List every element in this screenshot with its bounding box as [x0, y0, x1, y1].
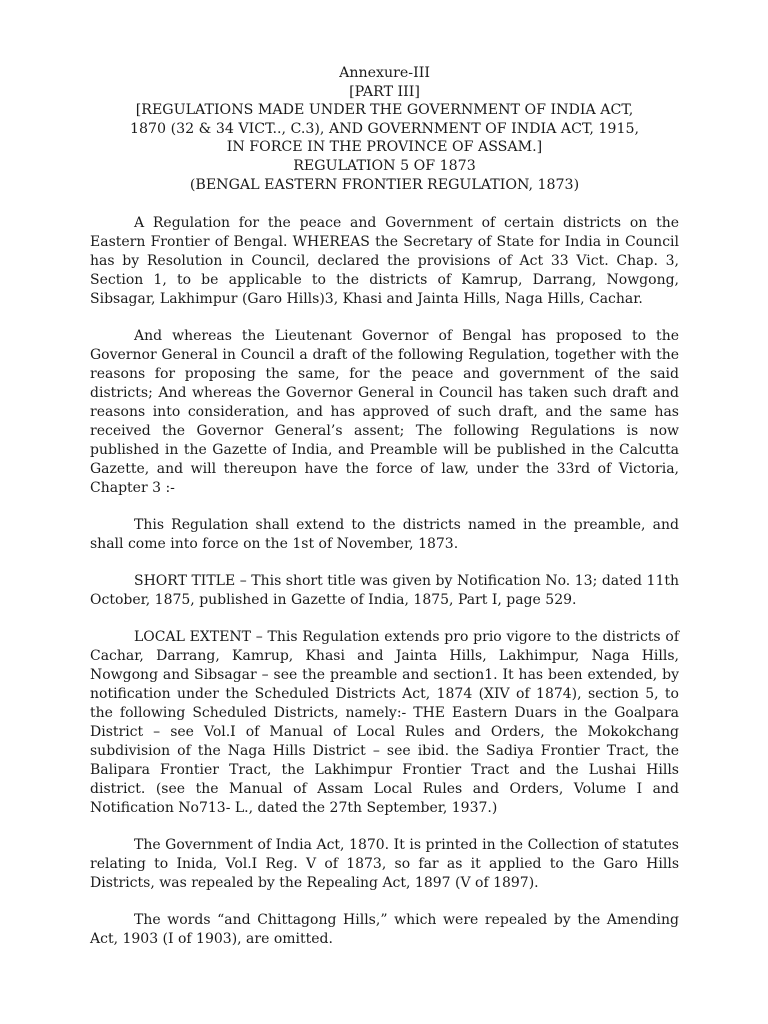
regulation-number-heading: REGULATION 5 OF 1873 [293, 157, 476, 174]
regulation-name-heading: (BENGAL EASTERN FRONTIER REGULATION, 1873) [189, 176, 580, 193]
whereas-paragraph: And whereas the Lieutenant Governor of Bengal has proposed to the Governor General in Council a draft of the following Regulation, together with the reasons for proposing the same, for the peace and government of the said districts; And whereas the Governor General in Council has taken such draft and reasons into consideration, and has approved of such draft, and the same has received the Governor General’s assent; The following Regulations is now published in the Gazette of India, and Preamble will be published in the Calcutta Gazette, and will thereupon have the force of law, under the 33rd of Victoria, Chapter 3 :- [90, 328, 679, 497]
local-extent-paragraph: LOCAL EXTENT – This Regulation extends pro prio vigore to the districts of Cachar, Darrang, Kamrup, Khasi and Jainta Hills, Lakhimpur, Naga Hills, Nowgong and Sibsagar – see the preamble and section1. It has been extended, by notification under the Scheduled Districts Act, 1874 (XIV of 1874), section 5, to the following Scheduled Districts, namely:- THE Eastern Duars in the Goalpara District – see Vol.I of Manual of Local Rules and Orders, the Mokokchang subdivision of the Naga Hills District – see ibid. the Sadiya Frontier Tract, the Balipara Frontier Tract, the Lakhimpur Frontier Tract and the Lushai Hills district. (see the Manual of Assam Local Rules and Orders, Volume I and Notification No713- L., dated the 27th September, 1937.) [90, 629, 679, 817]
document-page [90, 64, 679, 949]
part-heading: [PART III] [349, 83, 420, 100]
extent-commencement-paragraph: This Regulation shall extend to the districts named in the preamble, and shall come into force on the 1st of November, 1873. [90, 517, 679, 553]
regulations-heading-line-3: IN FORCE IN THE PROVINCE OF ASSAM.] [226, 139, 543, 156]
annexure-heading: Annexure-III [339, 65, 430, 81]
chittagong-hills-paragraph: The words “and Chittagong Hills,” which were repealed by the Amending Act, 1903 (I of 1903), are omitted. [90, 912, 679, 948]
regulations-heading-line-1: [REGULATIONS MADE UNDER THE GOVERNMENT OF INDIA ACT, [135, 102, 634, 119]
short-title-paragraph: SHORT TITLE – This short title was given by Notification No. 13; dated 11th October, 1875, published in Gazette of India, 1875, Part I, page 529. [90, 573, 679, 609]
government-act-paragraph: The Government of India Act, 1870. It is printed in the Collection of statutes relating to Inida, Vol.I Reg. V of 1873, so far as it applied to the Garo Hills Districts, was repealed by the Repealing Act, 1897 (V of 1897). [90, 837, 679, 892]
document-header [90, 64, 679, 194]
regulations-heading-line-2: 1870 (32 & 34 VICT.., C.3), AND GOVERNMENT OF INDIA ACT, 1915, [129, 120, 640, 137]
preamble-paragraph: A Regulation for the peace and Government of certain districts on the Eastern Frontier of Bengal. WHEREAS the Secretary of State for India in Council has by Resolution in Council, declared the provisions of Act 33 Vict. Chap. 3, Section 1, to be applicable to the districts of Kamrup, Darrang, Nowgong, Sibsagar, Lakhimpur (Garo Hills)3, Khasi and Jainta Hills, Naga Hills, Cachar. [90, 215, 679, 308]
